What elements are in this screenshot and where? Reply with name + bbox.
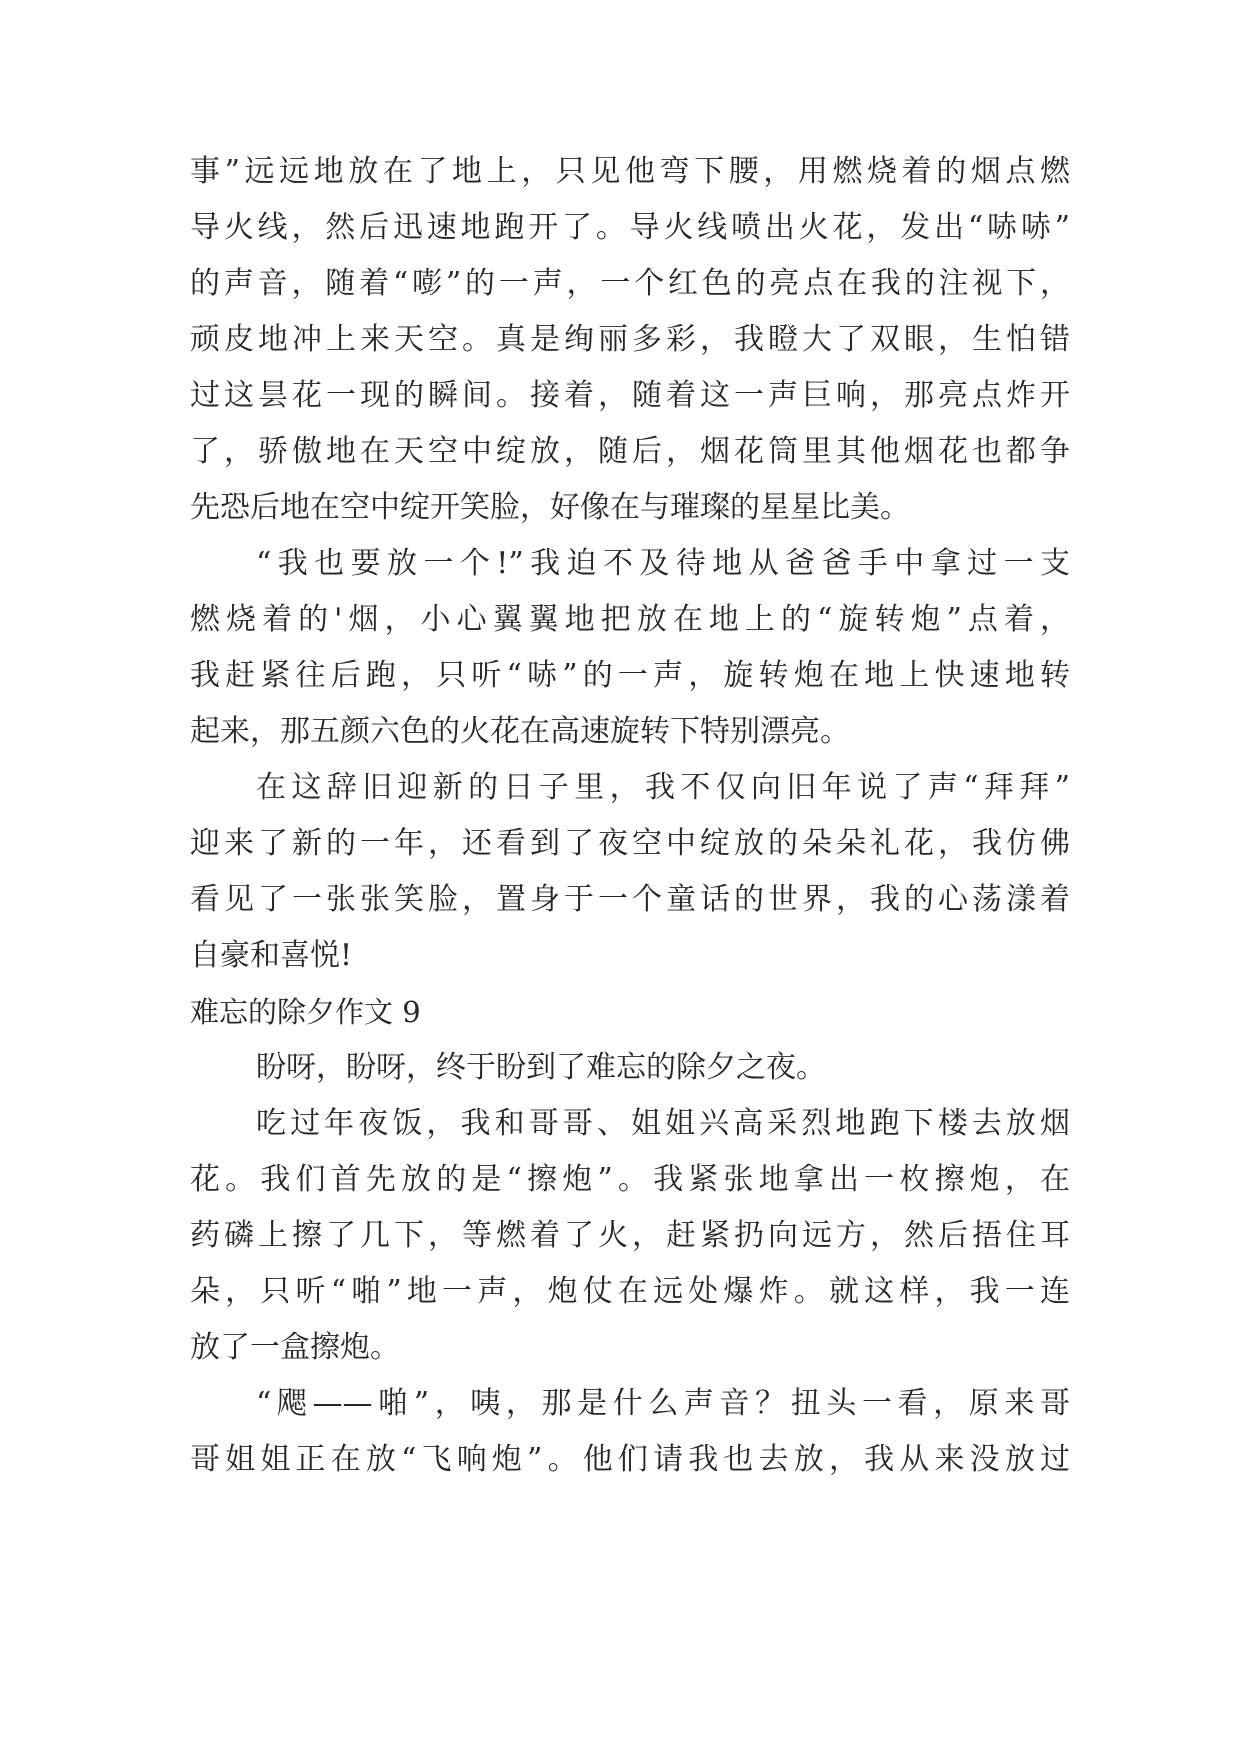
text-line: 自豪和喜悦! — [190, 938, 353, 973]
text-line: 在这辞旧迎新的日子里，我不仅向旧年说了声“拜拜” — [256, 770, 1070, 805]
text-line: 迎来了新的一年，还看到了夜空中绽放的朵朵礼花，我仿佛 — [190, 826, 1070, 861]
text-line: 花。我们首先放的是“擦炮”。我紧张地拿出一枚擦炮，在 — [190, 1162, 1070, 1197]
text-line: 先恐后地在空中绽开笑脸，好像在与璀璨的星星比美。 — [190, 490, 910, 525]
text-line: 顽皮地冲上来天空。真是绚丽多彩，我瞪大了双眼，生怕错 — [190, 322, 1070, 357]
text-line: 哥姐姐正在放“飞响炮”。他们请我也去放，我从来没放过 — [190, 1442, 1070, 1477]
text-line: 吃过年夜饭，我和哥哥、姐姐兴高采烈地跑下楼去放烟 — [256, 1106, 1070, 1141]
text-line: 起来，那五颜六色的火花在高速旋转下特别漂亮。 — [190, 714, 850, 749]
text-line: 事”远远地放在了地上，只见他弯下腰，用燃烧着的烟点燃 — [190, 154, 1070, 189]
text-line: 我赶紧往后跑，只听“哧”的一声，旋转炮在地上快速地转 — [190, 658, 1070, 693]
text-line: 看见了一张张笑脸，置身于一个童话的世界，我的心荡漾着 — [190, 882, 1070, 917]
text-line: 燃烧着的'烟，小心翼翼地把放在地上的“旋转炮”点着， — [190, 602, 1070, 637]
text-line: 的声音，随着“嘭”的一声，一个红色的亮点在我的注视下， — [190, 266, 1070, 301]
text-line: 盼呀，盼呀，终于盼到了难忘的除夕之夜。 — [256, 1050, 826, 1085]
text-line: 朵，只听“啪”地一声，炮仗在远处爆炸。就这样，我一连 — [190, 1274, 1070, 1309]
section-heading: 难忘的除夕作文 9 — [190, 995, 421, 1029]
text-line: 导火线，然后迅速地跑开了。导火线喷出火花，发出“哧哧” — [190, 210, 1070, 245]
text-line: “我也要放一个!”我迫不及待地从爸爸手中拿过一支 — [256, 546, 1070, 581]
text-line: 了，骄傲地在天空中绽放，随后，烟花筒里其他烟花也都争 — [190, 434, 1070, 469]
text-line: 过这昙花一现的瞬间。接着，随着这一声巨响，那亮点炸开 — [190, 378, 1070, 413]
text-line: 药磷上擦了几下，等燃着了火，赶紧扔向远方，然后捂住耳 — [190, 1218, 1070, 1253]
text-line: “飔——啪”，咦，那是什么声音？扭头一看，原来哥 — [256, 1386, 1070, 1421]
text-line: 放了一盒擦炮。 — [190, 1330, 400, 1365]
